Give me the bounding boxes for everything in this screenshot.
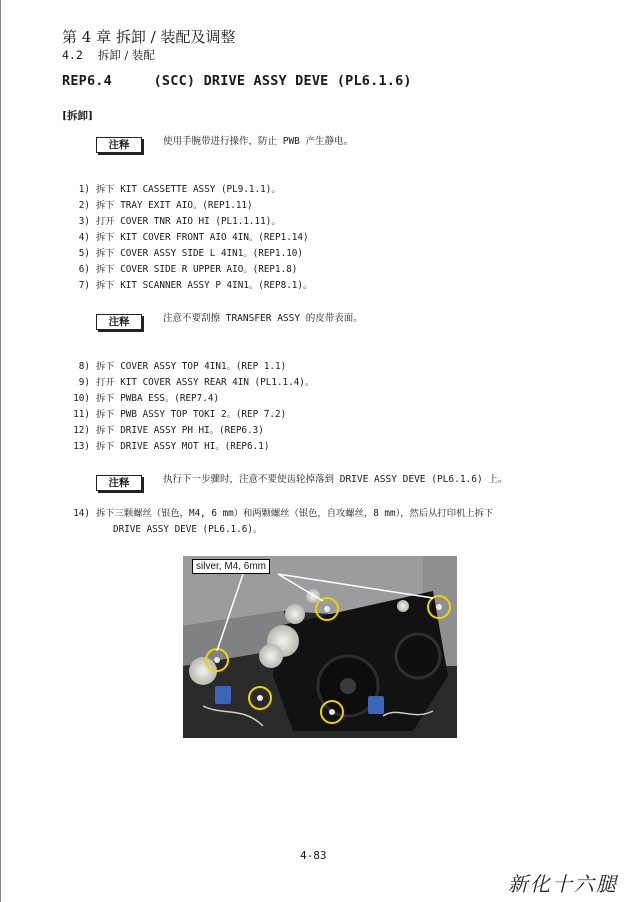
- step-text: 拆下 COVER ASSY TOP 4IN1。(REP 1.1): [96, 361, 287, 372]
- step-text: 打开 KIT COVER ASSY REAR 4IN (PL1.1.4)。: [96, 377, 315, 388]
- note-label: 注释: [96, 137, 142, 153]
- step-text: 拆下 COVER SIDE R UPPER AIO。(REP1.8): [96, 264, 298, 275]
- step-number: 14): [73, 508, 90, 519]
- step-text-continued: DRIVE ASSY DEVE (PL6.1.6)。: [113, 524, 263, 535]
- step-text: 拆下 DRIVE ASSY MOT HI。(REP6.1): [96, 441, 270, 452]
- step-text: 拆下 PWB ASSY TOP TOKI 2。(REP 7.2): [96, 409, 287, 420]
- photo-callout-label: silver, M4, 6mm: [192, 559, 270, 574]
- step-item: [68, 261, 312, 277]
- step-text: 拆下 DRIVE ASSY PH HI。(REP6.3): [96, 425, 264, 436]
- step-list-1: [68, 181, 312, 293]
- step-item: [68, 358, 314, 374]
- step-text: 拆下三颗螺丝（银色，M4, 6 mm）和两颗螺丝（银色，自攻螺丝，8 mm），然后从打印机上拆下: [96, 508, 494, 519]
- step-item: [68, 438, 314, 454]
- section-number: 4.2: [62, 48, 83, 62]
- step-number: 11): [73, 409, 90, 420]
- step-text: 拆下 COVER ASSY SIDE L 4IN1。(REP1.10): [96, 248, 304, 259]
- step-number: 9): [78, 377, 90, 388]
- step-number: 12): [73, 425, 90, 436]
- step-item: [68, 406, 314, 422]
- step-number: 1): [78, 184, 90, 195]
- step-text: 拆下 TRAY EXIT AIO。(REP1.11): [96, 200, 253, 211]
- step-number: 6): [78, 264, 90, 275]
- step-item: [68, 213, 312, 229]
- section-heading: [62, 47, 155, 63]
- step-item: [68, 229, 312, 245]
- step-item: [68, 197, 312, 213]
- step-number: 2): [78, 200, 90, 211]
- section-title: 拆卸 / 装配: [97, 48, 155, 62]
- step-text: 打开 COVER TNR AIO HI (PL1.1.11)。: [96, 216, 281, 227]
- step-number: 4): [78, 232, 90, 243]
- step-number: 8): [78, 361, 90, 372]
- step-item: [68, 374, 314, 390]
- step-item: [68, 422, 314, 438]
- note-text: 注意不要刮擦 TRANSFER ASSY 的皮带表面。: [163, 313, 363, 324]
- step-item: [68, 277, 312, 293]
- note-text: 执行下一步骤时，注意不要使齿轮掉落到 DRIVE ASSY DEVE (PL6.1.6) 上。: [163, 474, 508, 485]
- note-text: 使用手腕带进行操作，防止 PWB 产生静电。: [163, 136, 354, 147]
- procedure-title: REP6.4 (SCC) DRIVE ASSY DEVE (PL6.1.6): [62, 73, 412, 89]
- step-text: 拆下 KIT SCANNER ASSY P 4IN1。(REP8.1)。: [96, 280, 313, 291]
- step-item: [68, 245, 312, 261]
- printer-drive-photo: [183, 556, 457, 738]
- step-number: 7): [78, 280, 90, 291]
- step-list-2: [68, 358, 314, 454]
- note-label: 注释: [96, 314, 142, 330]
- photo-illustration: [183, 556, 457, 738]
- step-text: 拆下 KIT CASSETTE ASSY (PL9.1.1)。: [96, 184, 281, 195]
- step-number: 5): [78, 248, 90, 259]
- step-item: [68, 505, 493, 521]
- step-number: 13): [73, 441, 90, 452]
- page-number: 4-83: [300, 849, 327, 862]
- page-left-edge: [0, 0, 1, 902]
- step-text: 拆下 PWBA ESS。(REP7.4): [96, 393, 220, 404]
- step-item: [68, 390, 314, 406]
- step-item: [68, 181, 312, 197]
- step-text: 拆下 KIT COVER FRONT AIO 4IN。(REP1.14): [96, 232, 309, 243]
- step-number: 10): [73, 393, 90, 404]
- watermark-text: 新化十六腿: [508, 872, 618, 896]
- note-label: 注释: [96, 475, 142, 491]
- step-number: 3): [78, 216, 90, 227]
- chapter-heading: 第 4 章 拆卸 / 装配及调整: [62, 28, 236, 46]
- removal-subheading: [拆卸]: [62, 110, 93, 122]
- step-14: [68, 505, 493, 535]
